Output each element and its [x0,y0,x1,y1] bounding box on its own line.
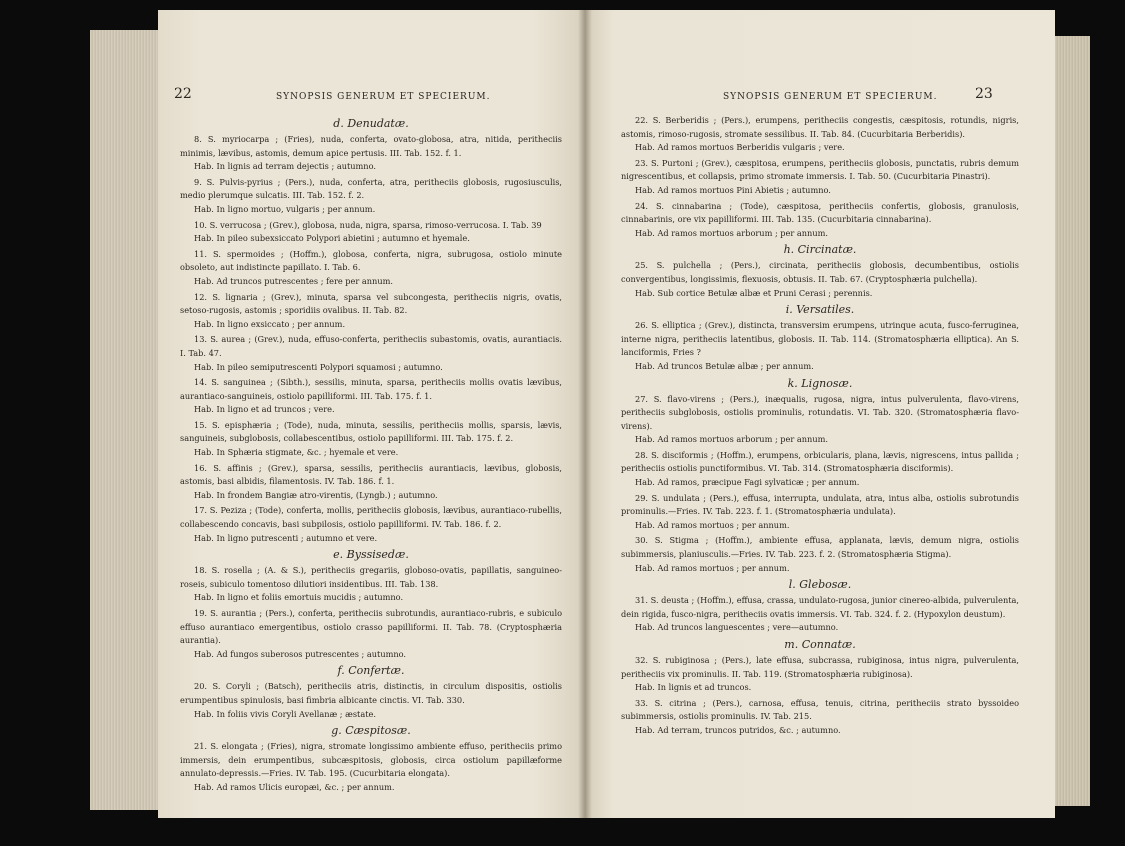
right-page-edges [1052,36,1090,806]
species-entry: 19. S. aurantia ; (Pers.), conferta, peritheciis subrotundis, aurantiaco-rubris, e subiculo effuso aurantiaco emergentibus, ostiolo crasso papilliformi. II. Tab. 78. (Cryptosphæria aurantia). [180,608,562,646]
left-text-column [180,114,562,797]
section-heading: l. Glebosæ. [788,578,852,592]
section-heading: f. Confertæ. [337,664,405,678]
species-entry: 21. S. elongata ; (Fries), nigra, stromate longissimo ambiente effuso, peritheciis primo immersis, dein erumpentibus, subcæspitosis, globosis, circa ostiolum papillæforme annulato-depressis.—Fries. IV. Tab. 195. (Cucurbitaria elongata). [180,741,562,779]
habitat-line: Hab. In foliis vivis Coryli Avellanæ ; æstate. [194,708,376,719]
habitat-line: Hab. Ad truncos Betulæ albæ ; per annum. [635,360,814,371]
page-number: 22 [174,86,192,102]
species-entry: 32. S. rubiginosa ; (Pers.), late effusa, subcrassa, rubiginosa, intus nigra, pulverulenta, peritheciis vix prominulis. II. Tab. 119. (Stromatosphæria rubiginosa). [621,655,1019,679]
habitat-line: Hab. In pileo subexsiccato Polypori abietini ; autumno et hyemale. [194,233,470,244]
habitat-line: Hab. In lignis ad terram dejectis ; autumno. [194,161,376,172]
species-entry: 10. S. verrucosa ; (Grev.), globosa, nuda, nigra, sparsa, rimoso-verrucosa. I. Tab. 39 [194,219,542,230]
species-entry: 26. S. elliptica ; (Grev.), distincta, transversim erumpens, utrinque acuta, fusco-ferruginea, interne nigra, peritheciis latentibus, globosis. II. Tab. 114. (Stromatosphæria elliptica). An S. lanciformis, Fries ? [621,320,1019,358]
species-entry: 9. S. Pulvis-pyrius ; (Pers.), nuda, conferta, atra, peritheciis globosis, rugosiusculis, medio plerumque sulcatis. III. Tab. 152. f. 2. [180,176,562,201]
habitat-line: Hab. Ad ramos mortuos Pini Abietis ; autumno. [635,184,831,195]
habitat-line: Hab. Ad truncos languescentes ; vere—autumno. [635,622,839,633]
habitat-line: Hab. Ad ramos mortuos arborum ; per annum. [635,227,828,238]
book-gutter [578,10,592,818]
section-heading: h. Circinatæ. [783,243,857,257]
section-heading: m. Connatæ. [784,638,856,651]
section-heading: e. Byssisedæ. [333,548,409,562]
species-entry: 17. S. Peziza ; (Tode), conferta, mollis, peritheciis globosis, lævibus, aurantiaco-rubellis, collabescendo concavis, basi subpilosis, ostiolo papilliformi. IV. Tab. 186. f. 2. [180,505,562,530]
species-entry: 12. S. lignaria ; (Grev.), minuta, sparsa vel subcongesta, peritheciis nigris, ovatis, setoso-rugosis, astomis ; sporidiis ovalibus. II. Tab. 82. [180,291,562,316]
species-entry: 25. S. pulchella ; (Pers.), circinata, peritheciis globosis, decumbentibus, ostiolis convergentibus, longissimis, flexuosis, obtusis. II. Tab. 67. (Cryptosphæria pulchella). [621,260,1019,284]
species-entry: 33. S. citrina ; (Pers.), carnosa, effusa, tenuis, citrina, peritheciis strato byssoideo subimmersis, ostiolis prominulis. IV. Tab. 215. [621,697,1019,722]
habitat-line: Hab. Ad ramos Ulicis europæi, &c. ; per annum. [194,781,395,792]
running-head: SYNOPSIS GENERUM ET SPECIERUM. [276,92,491,102]
page-number: 23 [975,86,993,102]
species-entry: 29. S. undulata ; (Pers.), effusa, interrupta, undulata, atra, intus alba, ostiolis subrotundis prominulis.—Fries. IV. Tab. 223. f. 1. (Stromatosphæria undulata). [621,492,1019,517]
species-entry: 13. S. aurea ; (Grev.), nuda, effuso-conferta, peritheciis subastomis, ovatis, aurantiacis. I. Tab. 47. [180,334,562,358]
species-entry: 23. S. Purtoni ; (Grev.), cæspitosa, erumpens, peritheciis globosis, punctatis, rubris demum nigrescentibus, et collapsis, primo stromate immersis. I. Tab. 50. (Cucurbitaria Pinastri). [621,157,1019,182]
running-head: SYNOPSIS GENERUM ET SPECIERUM. [723,92,938,102]
habitat-line: Hab. In ligno exsiccato ; per annum. [194,318,346,329]
habitat-line: Hab. Ad truncos putrescentes ; fere per annum. [194,275,393,286]
left-page [158,10,585,818]
species-entry: 22. S. Berberidis ; (Pers.), erumpens, peritheciis congestis, cæspitosis, rotundis, nigris, astomis, rimoso-rugosis, stromate sessilibus. II. Tab. 84. (Cucurbitaria Berberidis). [621,115,1019,139]
right-page [585,10,1055,818]
habitat-line: Hab. In ligno et ad truncos ; vere. [194,404,335,415]
species-entry: 11. S. spermoides ; (Hoffm.), globosa, conferta, nigra, subrugosa, ostiolo minute obsoleto, aut indistincte papillato. I. Tab. 6. [180,248,562,273]
section-heading: k. Lignosæ. [787,376,853,390]
species-entry: 8. S. myriocarpa ; (Fries), nuda, conferta, ovato-globosa, atra, nitida, peritheciis minimis, lævibus, astomis, demum apice pertusis. III. Tab. 152. f. 1. [180,134,562,158]
species-entry: 28. S. disciformis ; (Hoffm.), erumpens, orbicularis, plana, lævis, nigrescens, intus pallida ; peritheciis ostiolis punctiformibus. VI. Tab. 314. (Stromatosphæria disciformis). [621,449,1019,474]
species-entry: 27. S. flavo-virens ; (Pers.), inæqualis, rugosa, nigra, intus pulverulenta, flavo-virens, peritheciis subglobosis, ostiolis prominulis, rotundatis. VI. Tab. 320. (Stromatosphæria flavo-virens). [621,393,1019,431]
species-entry: 15. S. episphæria ; (Tode), nuda, minuta, sessilis, peritheciis mollis, sparsis, lævis, sanguineis, subglobosis, collabescentibus, ostiolo papilliformi. III. Tab. 175. f. 2. [180,419,562,444]
species-entry: 24. S. cinnabarina ; (Tode), cæspitosa, peritheciis confertis, globosis, granulosis, cinnabarinis, ore vix papilliformi. III. Tab. 135. (Cucurbitaria cinnabarina). [621,200,1019,225]
habitat-line: Hab. Ad ramos mortuos ; per annum. [635,519,790,530]
habitat-line: Hab. Ad ramos mortuos ; per annum. [635,562,790,573]
habitat-line: Hab. In Sphæria stigmate, &c. ; hyemale et vere. [194,447,399,458]
left-page-edges [90,30,160,810]
habitat-line: Hab. In ligno et foliis emortuis mucidis ; autumno. [194,592,404,603]
species-entry: 30. S. Stigma ; (Hoffm.), ambiente effusa, applanata, lævis, demum nigra, ostiolis subimmersis, planiusculis.—Fries. IV. Tab. 223. f. 2. (Stromatosphæria Stigma). [621,535,1019,560]
habitat-line: Hab. In ligno putrescenti ; autumno et vere. [194,532,378,543]
habitat-line: Hab. In ligno mortuo, vulgaris ; per annum. [194,203,376,214]
habitat-line: Hab. In lignis et ad truncos. [635,682,752,693]
species-entry: 31. S. deusta ; (Hoffm.), effusa, crassa, undulato-rugosa, junior cinereo-albida, pulverulenta, dein rigida, fusco-nigra, peritheciis ovatis immersis. VI. Tab. 324. f. 2. (Hypoxylon deustum). [621,595,1019,619]
species-entry: 14. S. sanguinea ; (Sibth.), sessilis, minuta, sparsa, peritheciis mollis ovatis lævibus, aurantiaco-sanguineis, ostiolo papilliformi. III. Tab. 175. f. 1. [180,377,562,401]
habitat-line: Hab. Sub cortice Betulæ albæ et Pruni Cerasi ; perennis. [635,287,873,298]
habitat-line: Hab. Ad ramos mortuos arborum ; per annum. [635,434,828,445]
habitat-line: Hab. Ad ramos mortuos Berberidis vulgaris ; vere. [635,142,845,153]
habitat-line: Hab. Ad ramos, præcipue Fagi sylvaticæ ; per annum. [635,477,860,488]
right-text-column [621,114,1019,740]
species-entry: 16. S. affinis ; (Grev.), sparsa, sessilis, peritheciis aurantiacis, lævibus, globosis, astomis, basi albidis, filamentosis. IV. Tab. 186. f. 1. [180,462,562,487]
section-heading: g. Cæspitosæ. [331,724,411,738]
species-entry: 18. S. rosella ; (A. & S.), peritheciis gregariis, globoso-ovatis, papillatis, sanguineo-roseis, subiculo tomentoso dilutiori insidentibus. III. Tab. 138. [180,565,562,589]
section-heading: i. Versatiles. [785,303,855,317]
habitat-line: Hab. Ad terram, truncos putridos, &c. ; autumno. [635,724,841,735]
species-entry: 20. S. Coryli ; (Batsch), peritheciis atris, distinctis, in circulum dispositis, ostiolis erumpentibus spinulosis, basi fimbria albicante cinctis. VI. Tab. 330. [180,681,562,705]
habitat-line: Hab. Ad fungos suberosos putrescentes ; autumno. [194,648,407,659]
habitat-line: Hab. In pileo semiputrescenti Polypori squamosi ; autumno. [194,361,443,372]
section-heading: d. Denudatæ. [333,117,409,130]
habitat-line: Hab. In frondem Bangiæ atro-virentis, (Lyngb.) ; autumno. [194,489,438,500]
